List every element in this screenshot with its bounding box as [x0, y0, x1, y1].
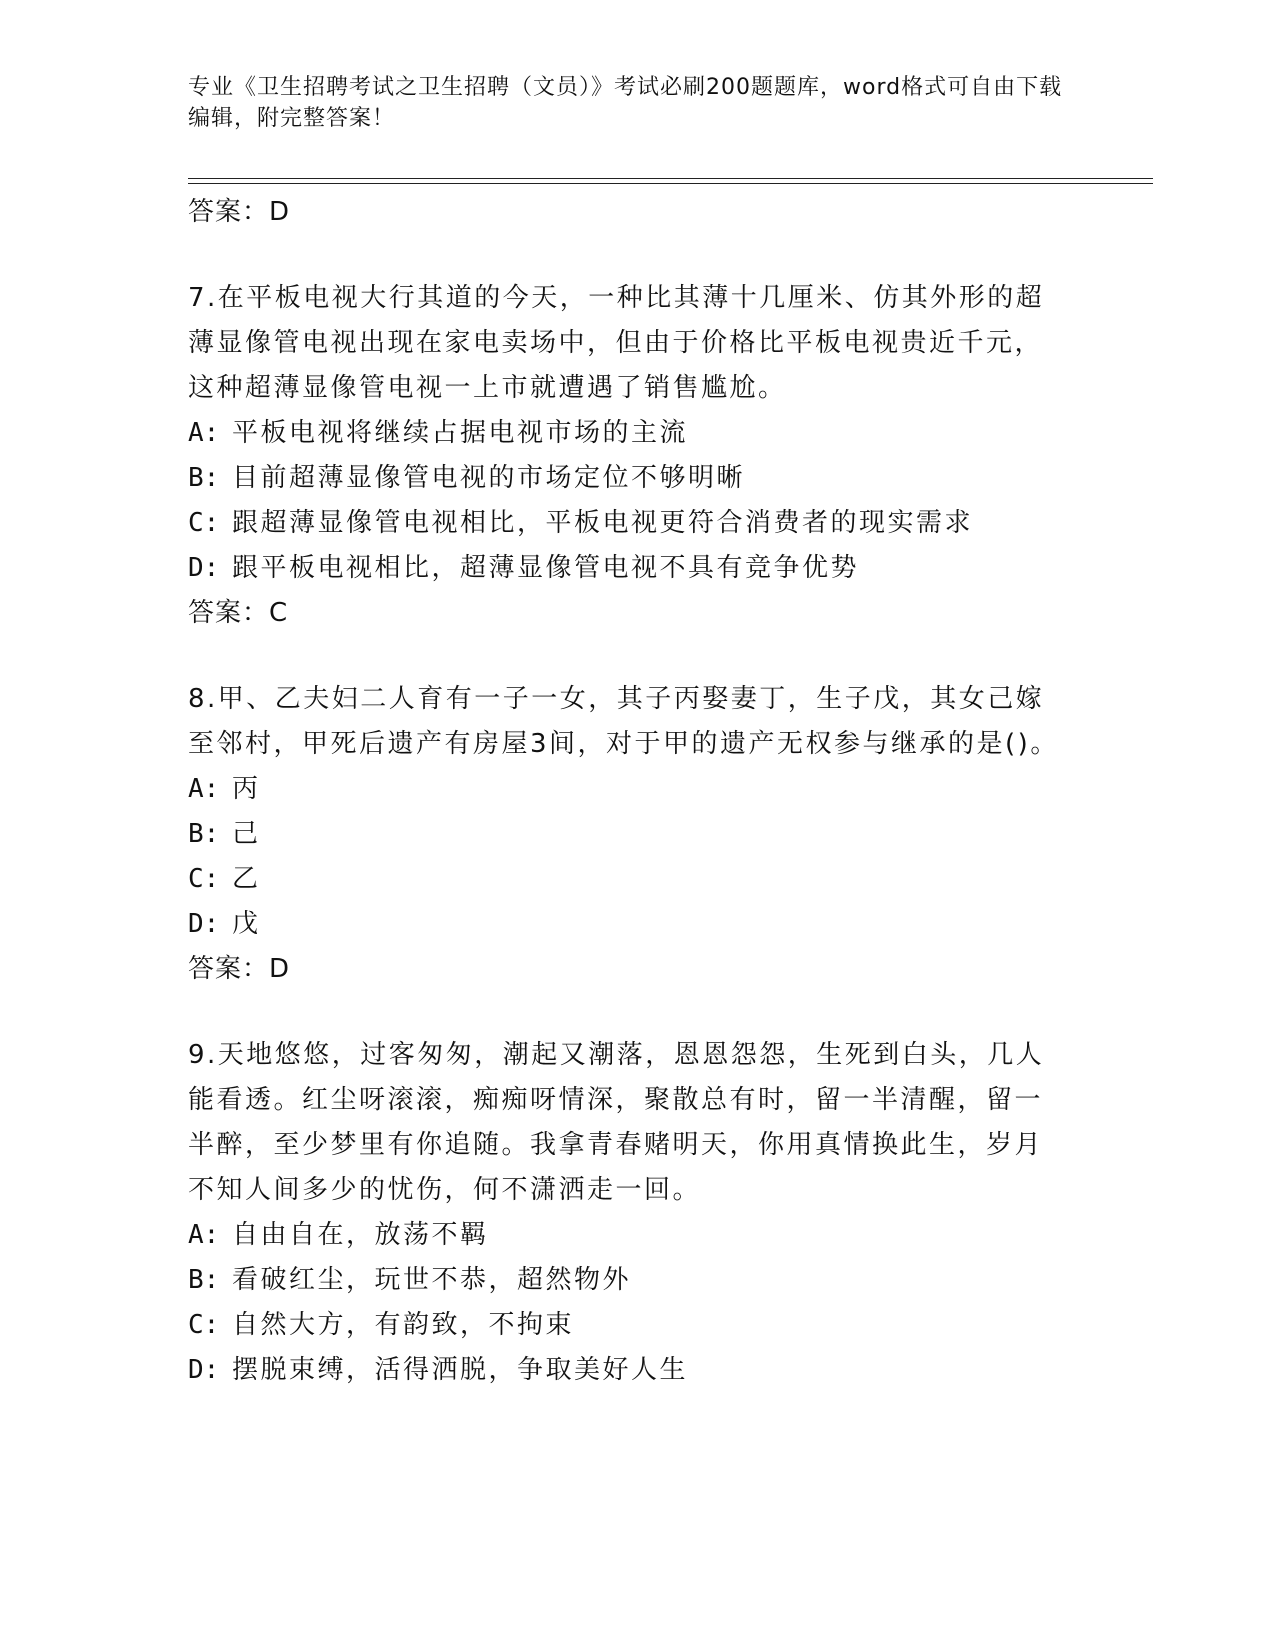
header-rule-top [188, 178, 1153, 179]
option-label: C: [188, 1310, 220, 1340]
option-text: 摆脱束缚，活得洒脱，争取美好人生 [232, 1355, 689, 1385]
option-label: B: [188, 819, 220, 849]
option-text: 戊 [232, 909, 261, 939]
option-label: A: [188, 774, 220, 804]
option-a [188, 411, 1068, 456]
option-text: 自然大方，有韵致，不拘束 [232, 1310, 575, 1340]
option-text: 乙 [232, 864, 261, 894]
option-text: 看破红尘，玩世不恭，超然物外 [232, 1265, 632, 1295]
option-label: D: [188, 553, 220, 583]
option-label: B: [188, 1265, 220, 1295]
option-b [188, 1258, 1068, 1303]
option-label: A: [188, 1220, 220, 1250]
option-label: A: [188, 418, 220, 448]
header-text: 专业《卫生招聘考试之卫生招聘（文员）》考试必刷200题题库，word格式可自由下载编辑，附完整答案！ [188, 75, 1063, 131]
option-d [188, 1348, 1068, 1393]
answer-line: 答案：C [188, 598, 289, 628]
option-label: B: [188, 463, 220, 493]
question-9 [188, 1033, 1068, 1393]
option-label: C: [188, 508, 220, 538]
option-b [188, 456, 1068, 501]
option-text: 跟平板电视相比，超薄显像管电视不具有竞争优势 [232, 553, 860, 583]
option-c [188, 501, 1068, 546]
answer-line: 答案：D [188, 197, 291, 227]
option-a [188, 767, 1068, 812]
document-header [188, 72, 1068, 134]
document-body [188, 188, 1068, 1393]
question-7 [188, 276, 1068, 635]
option-b [188, 812, 1068, 857]
question-8 [188, 677, 1068, 991]
option-d [188, 902, 1068, 947]
option-d [188, 546, 1068, 591]
option-text: 跟超薄显像管电视相比，平板电视更符合消费者的现实需求 [232, 508, 974, 538]
option-text: 己 [232, 819, 261, 849]
option-text: 丙 [232, 774, 261, 804]
option-text: 自由自在，放荡不羁 [232, 1220, 489, 1250]
option-a [188, 1213, 1068, 1258]
option-label: C: [188, 864, 220, 894]
option-c [188, 857, 1068, 902]
answer-line: 答案：D [188, 954, 291, 984]
option-label: D: [188, 1355, 220, 1385]
option-c [188, 1303, 1068, 1348]
option-text: 目前超薄显像管电视的市场定位不够明晰 [232, 463, 746, 493]
question-stem: 9.天地悠悠，过客匆匆，潮起又潮落，恩恩怨怨，生死到白头，几人能看透。红尘呀滚滚，痴痴呀情深，聚散总有时，留一半清醒，留一半醉，至少梦里有你追随。我拿青春赌明天，你用真情换此生，岁月不知人间多少的忧伤，何不潇洒走一回。 [188, 1040, 1045, 1205]
option-text: 平板电视将继续占据电视市场的主流 [232, 418, 689, 448]
header-rule-bottom [188, 183, 1153, 184]
question-stem: 7.在平板电视大行其道的今天，一种比其薄十几厘米、仿其外形的超薄显像管电视出现在家电卖场中，但由于价格比平板电视贵近千元，这种超薄显像管电视一上市就遭遇了销售尴尬。 [188, 283, 1045, 403]
question-stem: 8.甲、乙夫妇二人育有一子一女，其子丙娶妻丁，生子戊，其女己嫁至邻村，甲死后遗产有房屋3间，对于甲的遗产无权参与继承的是()。 [188, 684, 1059, 759]
option-label: D: [188, 909, 220, 939]
